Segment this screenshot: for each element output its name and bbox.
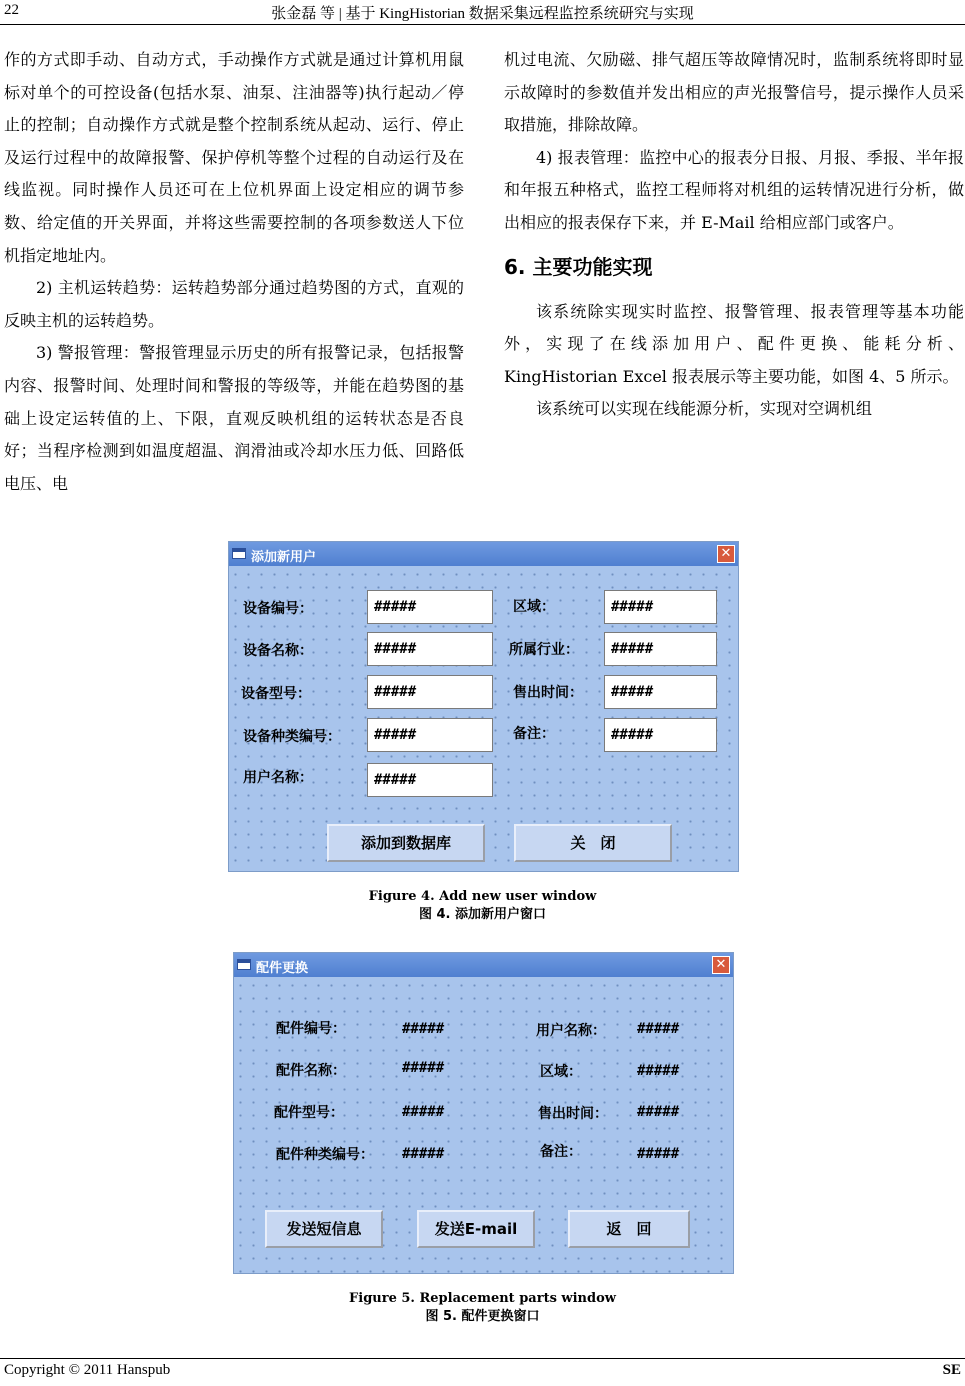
- back-button[interactable]: 返 回: [568, 1210, 690, 1248]
- user-name-value: #####: [637, 1021, 680, 1037]
- section-heading: 6. 主要功能实现: [504, 254, 653, 279]
- remark-value: #####: [637, 1146, 680, 1162]
- window-icon: [237, 959, 251, 970]
- part-model-value: #####: [402, 1104, 445, 1120]
- industry-input[interactable]: #####: [604, 632, 717, 666]
- device-model-input[interactable]: #####: [367, 675, 493, 709]
- label-user-name: 用户名称：: [243, 770, 313, 786]
- label-part-model: 配件型号：: [274, 1105, 344, 1121]
- sale-time-input[interactable]: #####: [604, 675, 717, 709]
- window-title: 配件更换: [256, 961, 309, 976]
- close-icon[interactable]: ✕: [712, 956, 730, 974]
- region-input[interactable]: #####: [604, 590, 717, 624]
- device-id-input[interactable]: #####: [367, 590, 493, 624]
- paragraph: 该系统除实现实时监控、报警管理、报表管理等基本功能外，实现了在线添加用户、配件更换、能耗分析、KingHistorian Excel 报表展示等主要功能，如图 4、5 所示。: [504, 301, 964, 386]
- paragraph: 3) 警报管理：警报管理显示历史的所有报警记录，包括报警内容、报警时间、处理时间和警报的等级等，并能在趋势图的基础上设定运转值的上、下限，直观反映机组的运转状态是否良好；当程序检测到如温度超温、润滑油或冷却水压力低、回路低电压、电: [4, 343, 464, 493]
- label-device-name: 设备名称：: [243, 643, 313, 659]
- label-part-type-id: 配件种类编号：: [276, 1147, 374, 1163]
- user-name-input[interactable]: #####: [367, 763, 493, 797]
- part-name-value: #####: [402, 1060, 445, 1076]
- paragraph: 该系统可以实现在线能源分析，实现对空调机组: [536, 399, 873, 419]
- region-value: #####: [637, 1063, 680, 1079]
- label-remark: 备注：: [540, 1144, 582, 1160]
- send-sms-button[interactable]: 发送短信息: [265, 1210, 383, 1248]
- label-part-name: 配件名称：: [276, 1063, 346, 1079]
- label-industry: 所属行业：: [509, 642, 579, 658]
- window-title: 添加新用户: [251, 550, 317, 565]
- figure5-caption-zh: 图 5. 配件更换窗口: [425, 1309, 540, 1324]
- window-titlebar: [234, 953, 733, 977]
- close-icon[interactable]: ✕: [717, 545, 735, 563]
- footer-rule: [0, 1358, 965, 1359]
- send-email-button[interactable]: 发送E-mail: [417, 1210, 535, 1248]
- paragraph: 2) 主机运转趋势：运转趋势部分通过趋势图的方式，直观的反映主机的运转趋势。: [4, 278, 464, 330]
- label-remark: 备注：: [513, 726, 555, 742]
- window-icon: [232, 548, 246, 559]
- label-sale-time: 售出时间：: [513, 685, 583, 701]
- journal-code: SE: [942, 1362, 961, 1378]
- label-region: 区域：: [540, 1064, 582, 1080]
- right-column: [504, 44, 964, 426]
- remark-input[interactable]: #####: [604, 718, 717, 752]
- device-type-id-input[interactable]: #####: [367, 718, 493, 752]
- running-title: 张金磊 等 | 基于 KingHistorian 数据采集远程监控系统研究与实现: [271, 6, 694, 22]
- page-header: [0, 0, 965, 25]
- label-device-model: 设备型号：: [241, 686, 311, 702]
- window-titlebar: [229, 542, 738, 566]
- label-user-name: 用户名称：: [536, 1023, 606, 1039]
- add-to-database-button[interactable]: 添加到数据库: [327, 824, 485, 862]
- label-device-type-id: 设备种类编号：: [243, 729, 341, 745]
- copyright: Copyright © 2011 Hanspub: [4, 1362, 171, 1378]
- close-button[interactable]: 关 闭: [514, 824, 672, 862]
- sale-time-value: #####: [637, 1104, 680, 1120]
- label-region: 区域：: [513, 599, 555, 615]
- part-id-value: #####: [402, 1021, 445, 1037]
- paragraph: 机过电流、欠励磁、排气超压等故障情况时，监制系统将即时显示故障时的参数值并发出相应的声光报警信号，提示操作人员采取措施，排除故障。: [504, 50, 964, 135]
- replacement-parts-window: [233, 952, 734, 1274]
- label-sale-time: 售出时间：: [538, 1106, 608, 1122]
- figure4-caption: [0, 888, 965, 924]
- left-column: [4, 44, 464, 500]
- device-name-input[interactable]: #####: [367, 632, 493, 666]
- label-part-id: 配件编号：: [276, 1021, 346, 1037]
- figure5-caption-en: Figure 5. Replacement parts window: [349, 1291, 616, 1306]
- page-number: 22: [4, 2, 19, 18]
- figure5-caption: [0, 1290, 965, 1326]
- paragraph: 4) 报表管理：监控中心的报表分日报、月报、季报、半年报和年报五种格式，监控工程师将对机组的运转情况进行分析，做出相应的报表保存下来，并 E-Mail 给相应部门或客户。: [504, 147, 964, 232]
- add-user-window: [228, 541, 739, 872]
- part-type-id-value: #####: [402, 1146, 445, 1162]
- label-device-id: 设备编号：: [243, 601, 313, 617]
- paragraph: 作的方式即手动、自动方式，手动操作方式就是通过计算机用鼠标对单个的可控设备(包括水泵、油泵、注油器等)执行起动／停止的控制；自动操作方式就是整个控制系统从起动、运行、停止及运行过程中的故障报警、保护停机等整个过程的自动运行及在线监视。同时操作人员还可在上位机界面上设定相应的调节参数、给定值的开关界面，并将这些需要控制的各项参数送人下位机指定地址内。: [4, 50, 464, 265]
- figure4-caption-en: Figure 4. Add new user window: [368, 889, 597, 904]
- figure4-caption-zh: 图 4. 添加新用户窗口: [418, 907, 547, 922]
